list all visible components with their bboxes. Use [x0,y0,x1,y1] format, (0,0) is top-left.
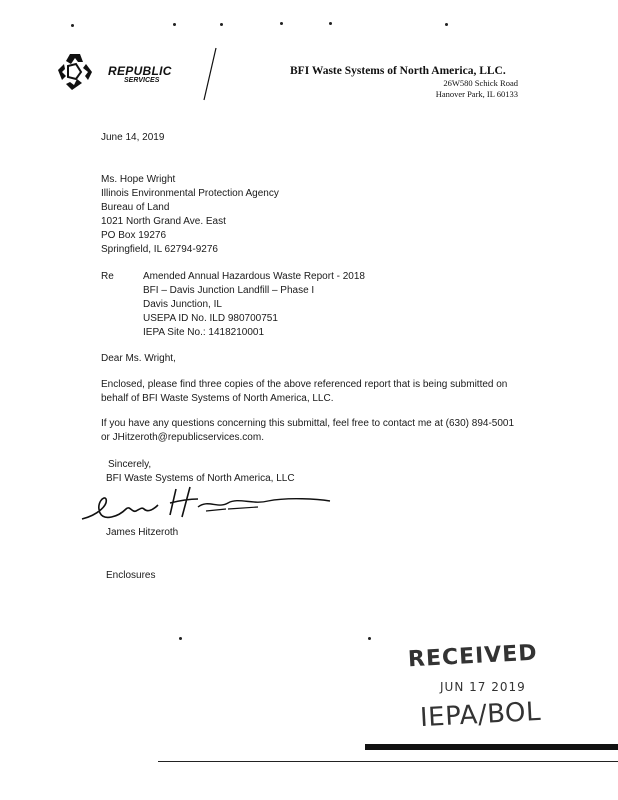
logo-subtitle: SERVICES [124,77,160,84]
recycle-star-icon [58,54,92,90]
scan-edge-bar [365,744,618,750]
company-address-city: Hanover Park, IL 60133 [435,89,518,99]
received-stamp-date: JUN 17 2019 [440,680,526,694]
recipient-line: Illinois Environmental Protection Agency [101,188,279,199]
handwritten-signature [78,485,338,525]
received-stamp: RECEIVED [407,640,539,673]
signer-name: James Hitzeroth [106,527,179,538]
enclosures-note: Enclosures [106,570,156,581]
scan-speck [280,22,283,25]
paragraph-line: behalf of BFI Waste Systems of North America, LLC. [101,393,334,404]
scan-speck [220,23,223,26]
scan-speck [179,637,182,640]
re-label: Re [101,271,114,282]
scan-edge-line [158,761,618,762]
recipient-line: PO Box 19276 [101,230,167,241]
recipient-line: Ms. Hope Wright [101,174,176,185]
paragraph-line: Enclosed, please find three copies of the above referenced report that is being submitted on [101,379,508,390]
logo-wordmark: REPUBLIC [108,64,172,78]
subject-line: USEPA ID No. ILD 980700751 [143,313,278,324]
scan-speck [173,23,176,26]
subject-line: Davis Junction, IL [143,299,222,310]
scan-speck [368,637,371,640]
letter-date: June 14, 2019 [101,132,165,143]
recipient-line: 1021 North Grand Ave. East [101,216,226,227]
subject-block [143,270,365,340]
scan-speck [445,23,448,26]
subject-line: BFI – Davis Junction Landfill – Phase I [143,285,315,296]
paragraph-line: If you have any questions concerning this submittal, feel free to contact me at (630) 894-5001 [101,418,515,429]
company-address-street: 26W580 Schick Road [443,78,518,88]
subject-line: IEPA Site No.: 1418210001 [143,327,265,338]
paragraph-line: or JHitzeroth@republicservices.com. [101,432,264,443]
header-divider [200,46,220,102]
recipient-line: Springfield, IL 62794-9276 [101,244,218,255]
paragraph-contact [101,417,514,445]
recipient-block [101,173,279,257]
salutation: Dear Ms. Wright, [101,353,176,364]
scan-speck [329,22,332,25]
scan-speck [71,24,74,27]
paragraph-enclosed [101,378,507,406]
closing: Sincerely, [108,459,152,470]
company-name: BFI Waste Systems of North America, LLC. [290,65,506,77]
subject-line: Amended Annual Hazardous Waste Report - 2018 [143,271,365,282]
received-stamp-office: IEPA/BOL [419,696,542,734]
recipient-line: Bureau of Land [101,202,170,213]
closing-company: BFI Waste Systems of North America, LLC [106,473,295,484]
